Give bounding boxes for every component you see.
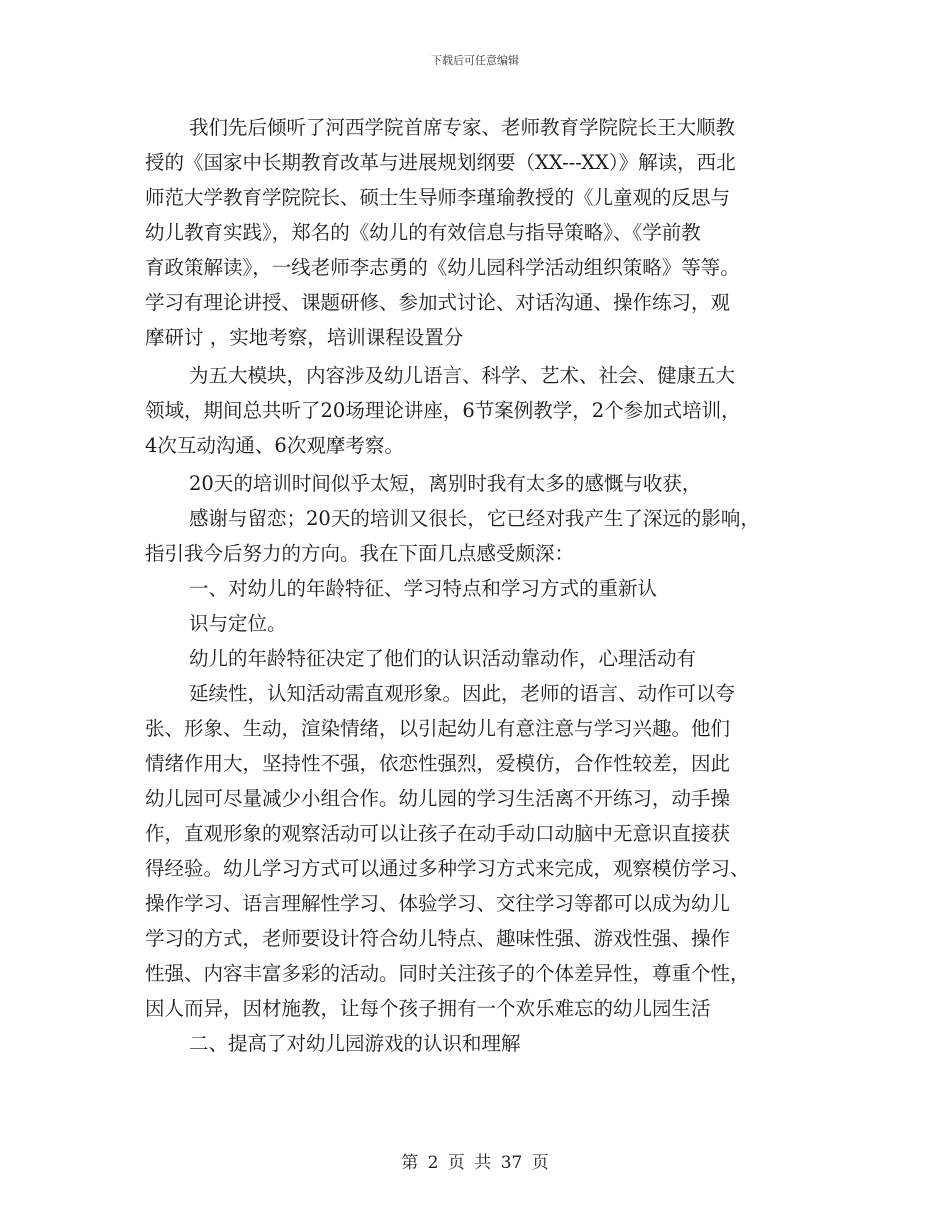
text-line: 指引我今后努力的方向。我在下面几点感受颇深：: [145, 542, 575, 565]
text-line: 张、形象、生动，渲染情绪，以引起幼儿有意注意与学习兴趣。他们: [145, 717, 731, 740]
text-line: 20天的培训时间似乎太短，离别时我有太多的感慨与收获，: [189, 472, 702, 495]
text-line: 学习的方式，老师要设计符合幼儿特点、趣味性强、游戏性强、操作: [145, 927, 731, 950]
page-number-footer: 第 2 页 共 37 页: [401, 1153, 549, 1173]
text-line: 授的《国家中长期教育改革与进展规划纲要（XX---XX）》解读，西北: [145, 151, 736, 174]
text-line: 领域，期间总共听了20场理论讲座，6节案例教学，2个参加式培训，: [145, 399, 741, 422]
text-line: 师范大学教育学院院长、硕士生导师李瑾瑜教授的《儿童观的反思与: [145, 186, 731, 209]
text-line: 识与定位。: [189, 612, 287, 635]
page-header: 下载后可任意编辑: [431, 54, 519, 67]
text-line: 我们先后倾听了河西学院首席专家、老师教育学院院长王大顺教: [189, 116, 736, 139]
text-line: 摩研讨 ，实地考察，培训课程设置分: [145, 326, 464, 349]
text-line: 4次互动沟通、6次观摩考察。: [145, 434, 404, 457]
section-heading: 二、提高了对幼儿园游戏的认识和理解: [189, 1032, 521, 1055]
text-line: 性强、内容丰富多彩的活动。同时关注孩子的个体差异性，尊重个性，: [145, 962, 750, 985]
text-line: 为五大模块，内容涉及幼儿语言、科学、艺术、社会、健康五大: [189, 364, 736, 387]
document-body: [145, 110, 810, 1061]
text-line: 幼儿园可尽量减少小组合作。幼儿园的学习生活离不开练习，动手操: [145, 787, 731, 810]
text-line: 因人而异，因材施教，让每个孩子拥有一个欢乐难忘的幼儿园生活: [145, 997, 711, 1020]
text-line: 幼儿教育实践》，郑名的《幼儿的有效信息与指导策略》、《学前教: [145, 221, 701, 244]
text-line: 得经验。幼儿学习方式可以通过多种学习方式来完成，观察模仿学习、: [145, 857, 750, 880]
text-line: 作，直观形象的观察活动可以让孩子在动手动口动脑中无意识直接获: [145, 822, 731, 845]
text-line: 感谢与留恋；20天的培训又很长，它已经对我产生了深远的影响，: [189, 507, 760, 530]
text-line: 延续性，认知活动需直观形象。因此，老师的语言、动作可以夸: [189, 682, 736, 705]
text-line: 操作学习、语言理解性学习、体验学习、交往学习等都可以成为幼儿: [145, 892, 731, 915]
text-line: 幼儿的年龄特征决定了他们的认识活动靠动作，心理活动有: [189, 647, 697, 670]
text-line: 情绪作用大，坚持性不强，依恋性强烈，爱模仿，合作性较差，因此: [145, 752, 731, 775]
text-line: 一、对幼儿的年龄特征、学习特点和学习方式的重新认: [189, 577, 658, 600]
text-line: 学习有理论讲授、课题研修、参加式讨论、对话沟通、操作练习，观: [145, 291, 731, 314]
text-line: 育政策解读》，一线老师李志勇的《幼儿园科学活动组织策略》等等。: [145, 256, 740, 279]
